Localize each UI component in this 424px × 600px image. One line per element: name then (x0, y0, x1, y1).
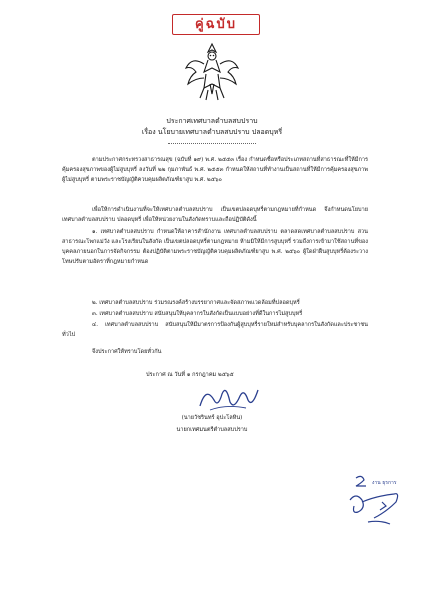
announced-date: ประกาศ ณ วันที่ ๑ กรกฎาคม ๒๕๖๕ (146, 372, 234, 378)
policy-item: ๓. เทศบาลตำบลสบปราบ สนับสนุนให้บุคลากรในสังกัดเป็นแบบอย่างที่ดีในการไม่สูบบุหรี่ (92, 311, 303, 317)
initials-note-text: งาน ธุรการ (372, 480, 397, 486)
divider (168, 143, 256, 144)
paragraph-purpose: เพื่อให้การดำเนินงานที่จะให้เทศบาลตำบลสบปราบ เป็นเขตปลอดบุหรี่ตามกฎหมายที่กำหนด จึงกำหนดนโยบายเทศบาลตำบลสบปราบ ปลอดบุหรี่ เพื่อให้หน่วยงานในสังกัดทราบและถือปฏิบัติดังนี้ (62, 207, 368, 223)
policy-item: ๑. เทศบาลตำบลสบปราบ กำหนดให้อาคารสำนักงาน เทศบาลตำบลสบปราบ ตลาดสดเทศบาลตำบลสบปราบ สวนสาธารณะโพกแม่วัง และโรงเรียนในสังกัด เป็นเขตปลอดบุหรี่ตามกฎหมาย ห้ามมิให้มีการสูบบุหรี่ รวมถึงการเข้ามาใช้สถานที่ของบุคคลภายนอกในการจัดกิจกรรม ต้องปฏิบัติตามพระราชบัญญัติควบคุมผลิตภัณฑ์ยาสูบ พ.ศ. ๒๕๖๐ ผู้ใดฝ่าฝืนสูบบุหรี่ต้องระวางโทษปรับตามอัตราที่กฎหมายกำหนด (62, 229, 368, 265)
policy-item: ๒. เทศบาลตำบลสบปราบ ร่วมรณรงค์สร้างบรรยากาศและจัดสภาพแวดล้อมที่ปลอดบุหรี่ (92, 300, 300, 306)
policy-item: ๔. เทศบาลตำบลสบปราบ สนับสนุนให้มีมาตรการป้องกันผู้สูบบุหรี่รายใหม่สำหรับบุคลากรในสังกัดและประชาชนทั่วไป (62, 322, 368, 338)
issuer-heading: ประกาศเทศบาลตำบลสบปราบ (166, 117, 258, 125)
closing-line: จึงประกาศให้ทราบโดยทั่วกัน (92, 349, 162, 355)
copy-stamp: คู่ฉบับ (172, 14, 260, 35)
garuda-emblem-icon (182, 38, 242, 104)
signature-image (196, 380, 262, 414)
paragraph-reference: ตามประกาศกระทรวงสาธารณสุข (ฉบับที่ ๑๙) พ.ศ. ๒๕๕๓ เรื่อง กำหนดชื่อหรือประเภทสถานที่สาธารณะที่ให้มีการคุ้มครองสุขภาพของผู้ไม่สูบบุหรี่ ลงวันที่ ๒๒ กุมภาพันธ์ พ.ศ. ๒๕๕๓ กำหนดให้สถานที่ทำงานเป็นสถานที่ให้มีการคุ้มครองสุขภาพผู้ไม่สูบบุหรี่ ตามพระราชบัญญัติควบคุมผลิตภัณฑ์ยาสูบ พ.ศ. ๒๕๖๐ (62, 157, 368, 183)
handwritten-initials-image (346, 472, 406, 530)
subject-heading: เรื่อง นโยบายเทศบาลตำบลสบปราบ ปลอดบุหรี่ (141, 128, 283, 136)
signer-name: (นายวัชรินทร์ อุปะโลหิน) (181, 415, 243, 421)
signer-position: นายกเทศมนตรีตำบลสบปราบ (176, 427, 248, 433)
